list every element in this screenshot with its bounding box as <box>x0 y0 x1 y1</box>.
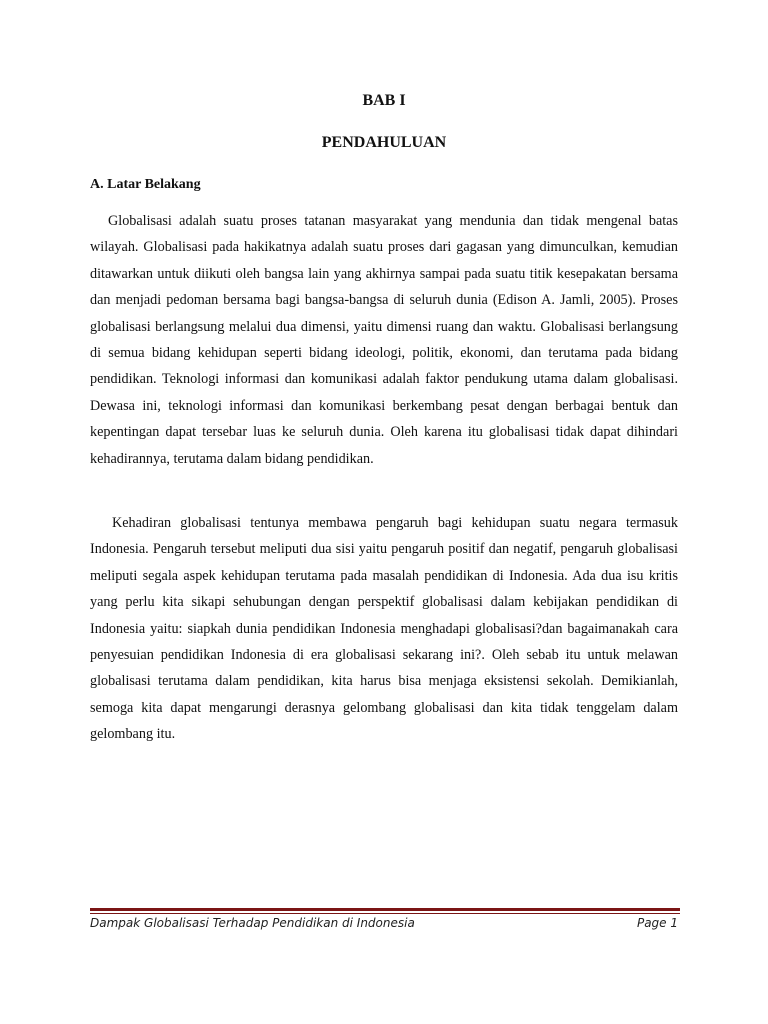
footer-rule <box>90 908 680 916</box>
chapter-title: PENDAHULUAN <box>321 134 447 151</box>
body-paragraph-2: Kehadiran globalisasi tentunya membawa pengaruh bagi kehidupan suatu negara termasuk Indonesia. Pengaruh tersebut meliputi dua sisi yaitu pengaruh positif dan negatif, pengaruh globalisasi meliputi segala aspek kehidupan terutama pada masalah pendidikan di Indonesia. Ada dua isu kritis yang perlu kita sikapi sehubungan dengan perspektif globalisasi dalam kebijakan pendidikan di Indonesia yaitu: siapkah dunia pendidikan Indonesia menghadapi globalisasi?dan bagaimanakah cara penyesuian pendidikan Indonesia di era globalisasi sekarang ini?. Oleh sebab itu untuk melawan globalisasi terutama dalam pendidikan, kita harus bisa menjaga eksistensi sekolah. Demikianlah, semoga kita dapat mengarungi derasnya gelombang globalisasi dan kita tidak tenggelam dalam gelombang itu. <box>90 515 678 743</box>
footer-title: Dampak Globalisasi Terhadap Pendidikan di Indonesia <box>90 916 415 930</box>
footer-rule-thick <box>90 908 680 911</box>
chapter-number: BAB I <box>362 92 406 109</box>
page-number: Page 1 <box>636 916 678 930</box>
section-heading: A. Latar Belakang <box>90 177 201 192</box>
footer-rule-thin <box>90 913 680 914</box>
body-paragraph-1: Globalisasi adalah suatu proses tatanan masyarakat yang mendunia dan tidak mengenal batas wilayah. Globalisasi pada hakikatnya adalah suatu proses dari gagasan yang dimunculkan, kemudian ditawarkan untuk diikuti oleh bangsa lain yang akhirnya sampai pada suatu titik kesepakatan bersama dan menjadi pedoman bersama bagi bangsa-bangsa di seluruh dunia (Edison A. Jamli, 2005). Proses globalisasi berlangsung melalui dua dimensi, yaitu dimensi ruang dan waktu. Globalisasi berlangsung di semua bidang kehidupan seperti bidang ideologi, politik, ekonomi, dan terutama pada bidang pendidikan. Teknologi informasi dan komunikasi adalah faktor pendukung utama dalam globalisasi. Dewasa ini, teknologi informasi dan komunikasi berkembang pesat dengan berbagai bentuk dan kepentingan dapat tersebar luas ke seluruh dunia. Oleh karena itu globalisasi tidak dapat dihindari kehadirannya, terutama dalam bidang pendidikan. <box>90 213 678 467</box>
